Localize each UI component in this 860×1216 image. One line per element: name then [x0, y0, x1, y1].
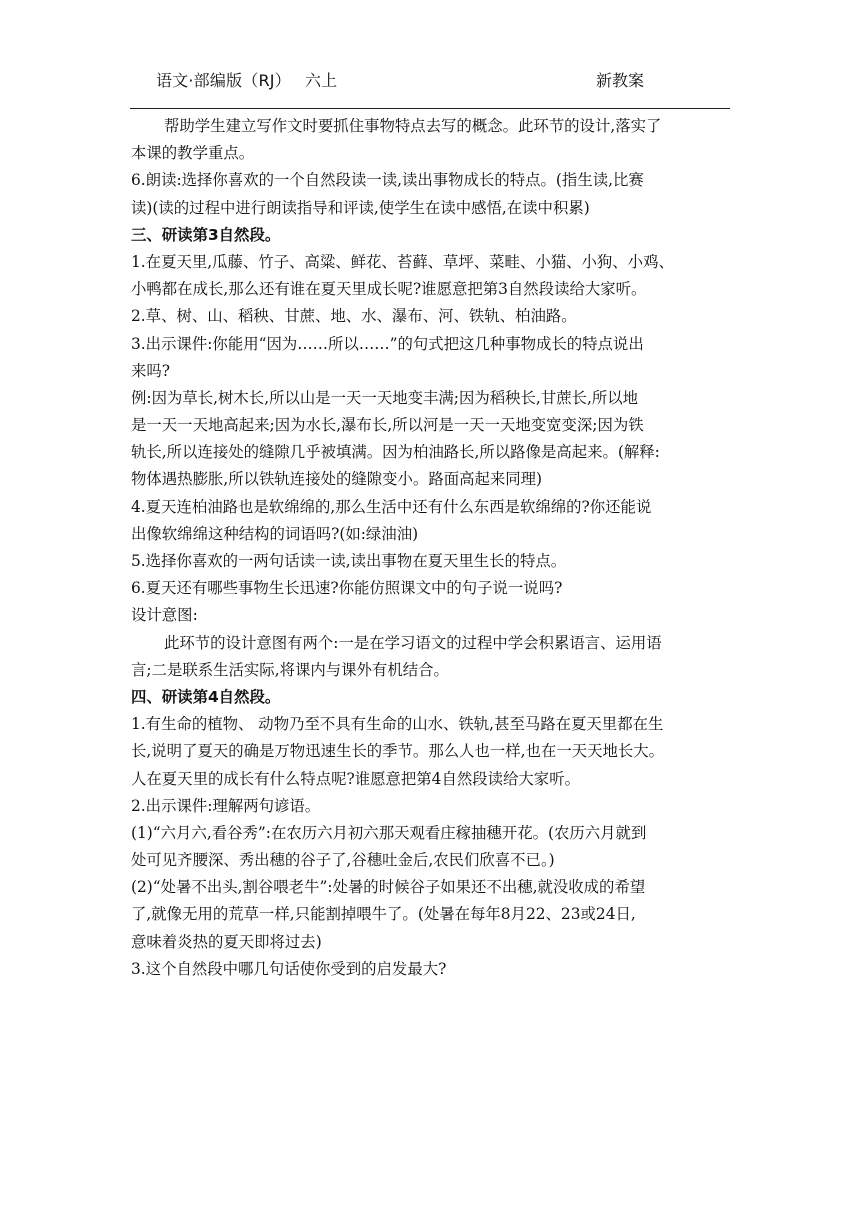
text-line: 6.夏天还有哪些事物生长迅速?你能仿照课文中的句子说一说吗? — [131, 579, 563, 598]
text-line: (2)“处暑不出头,割谷喂老牛”:处暑的时候谷子如果还不出穗,就没收成的希望 — [131, 878, 646, 897]
header-title: 新教案 — [596, 71, 645, 90]
text-line: 读)(读的过程中进行朗读指导和评读,使学生在读中感悟,在读中积累) — [131, 198, 590, 217]
document-body — [131, 113, 731, 983]
text-line: 2.草、树、山、稻秧、甘蔗、地、水、瀑布、河、铁轨、柏油路。 — [131, 307, 577, 326]
text-line: 3.这个自然段中哪几句话使你受到的启发最大? — [131, 959, 447, 978]
text-line: 出像软绵绵这种结构的词语吗?(如:绿油油) — [131, 524, 419, 543]
text-line: 6.朗读:选择你喜欢的一个自然段读一读,读出事物成长的特点。(指生读,比赛 — [131, 171, 644, 190]
section-heading: 四、研读第4自然段。 — [131, 687, 281, 706]
header-subject: 语文·部编版（RJ） — [156, 71, 291, 90]
header-left — [156, 68, 337, 91]
text-line: 4.夏天连柏油路也是软绵绵的,那么生活中还有什么东西是软绵绵的?你还能说 — [131, 497, 652, 516]
header-grade: 六上 — [304, 71, 338, 90]
text-line: (1)“六月六,看谷秀”:在农历六月初六那天观看庄稼抽穗开花。(农历六月就到 — [131, 823, 647, 842]
text-line: 处可见齐腰深、秀出穗的谷子了,谷穗吐金后,农民们欣喜不已。) — [131, 851, 555, 870]
text-line: 5.选择你喜欢的一两句话读一读,读出事物在夏天里生长的特点。 — [131, 552, 567, 570]
text-line: 言;二是联系生活实际,将课内与课外有机结合。 — [131, 660, 449, 679]
text-line: 2.出示课件:理解两句谚语。 — [131, 796, 321, 815]
text-line: 是一天一天地高起来;因为水长,瀑布长,所以河是一天一天地变宽变深;因为铁 — [131, 416, 644, 435]
text-line: 人在夏天里的成长有什么特点呢?谁愿意把第4自然段读给大家听。 — [131, 769, 580, 788]
page-header — [130, 62, 730, 109]
text-line: 3.出示课件:你能用“因为……所以……”的句式把这几种事物成长的特点说出 — [131, 334, 644, 353]
text-line: 物体遇热膨胀,所以铁轨连接处的缝隙变小。路面高起来同理) — [131, 470, 543, 489]
text-line: 本课的教学重点。 — [131, 144, 255, 163]
text-line: 意味着炎热的夏天即将过去) — [131, 932, 322, 951]
text-line: 1.有生命的植物、 动物乃至不具有生命的山水、铁轨,甚至马路在夏天里都在生 — [131, 715, 664, 734]
text-line: 1.在夏天里,瓜藤、竹子、高粱、鲜花、苔藓、草坪、菜畦、小猫、小狗、小鸡、 — [131, 252, 674, 271]
section-heading: 三、研读第3自然段。 — [131, 225, 281, 244]
text-line: 来吗? — [131, 361, 171, 380]
text-line: 帮助学生建立写作文时要抓住事物特点去写的概念。此环节的设计,落实了 — [164, 117, 662, 135]
text-line: 例:因为草长,树木长,所以山是一天一天地变丰满;因为稻秧长,甘蔗长,所以地 — [131, 388, 639, 407]
text-line: 轨长,所以连接处的缝隙几乎被填满。因为柏油路长,所以路像是高起来。(解释: — [131, 443, 660, 462]
text-line: 长,说明了夏天的确是万物迅速生长的季节。那么人也一样,也在一天天地长大。 — [131, 742, 665, 761]
text-line: 设计意图: — [131, 606, 198, 625]
text-line: 小鸭都在成长,那么还有谁在夏天里成长呢?谁愿意把第3自然段读给大家听。 — [131, 280, 647, 299]
text-line: 了,就像无用的荒草一样,只能割掉喂牛了。(处暑在每年8月22、23或24日, — [131, 905, 636, 924]
text-line: 此环节的设计意图有两个:一是在学习语文的过程中学会积累语言、运用语 — [164, 633, 662, 652]
